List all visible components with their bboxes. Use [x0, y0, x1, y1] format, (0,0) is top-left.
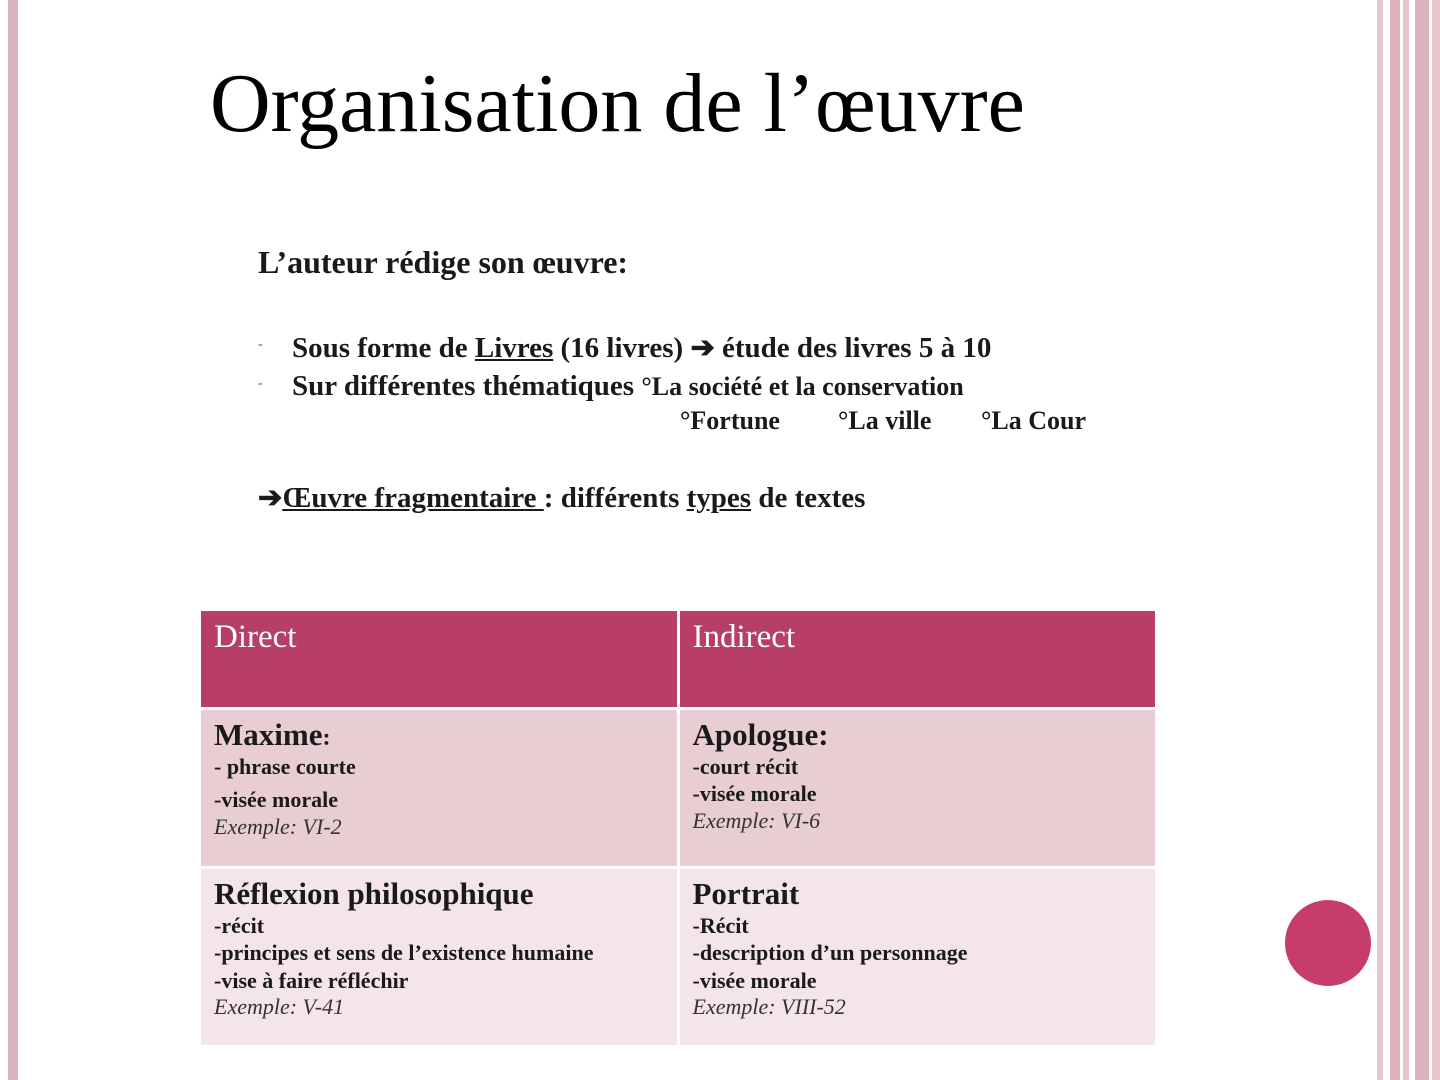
right-decorative-stripe	[1432, 0, 1440, 1080]
bullet-themes-prefix: Sur différentes thématiques	[292, 370, 642, 402]
cell-line: -visée morale	[692, 781, 817, 807]
theme-fortune: °Fortune	[680, 406, 780, 435]
cell-line: -visée morale	[692, 967, 817, 993]
bullet-books	[292, 330, 991, 365]
cell-title-text: Maxime	[214, 717, 323, 752]
table-header-row	[200, 610, 1157, 709]
cell-line: - phrase courte	[214, 753, 356, 779]
cell-title: Réflexion philosophique	[214, 876, 534, 911]
theme-society: °La société et la conservation	[641, 372, 964, 401]
right-decorative-stripe	[1377, 0, 1383, 1080]
right-decorative-stripe	[1415, 0, 1429, 1080]
bullet-dash: -	[258, 337, 263, 352]
cell-title: Portrait	[692, 876, 800, 911]
text-types-table	[198, 608, 1158, 1048]
cell-example: Exemple: VIII-52	[692, 994, 846, 1020]
cell-reflexion	[200, 868, 679, 1047]
slide-title: Organisation de l’œuvre	[210, 57, 1025, 150]
table-row	[200, 709, 1157, 868]
accent-circle	[1285, 900, 1371, 986]
table-row	[200, 868, 1157, 1047]
right-decorative-stripe	[1403, 0, 1409, 1080]
cell-maxime	[200, 709, 679, 868]
conclusion-middle: : différents	[543, 482, 687, 514]
header-direct: Direct	[200, 610, 679, 709]
cell-line: -récit	[214, 912, 265, 938]
bullet-books-prefix: Sous forme de	[292, 332, 475, 364]
intro-text: L’auteur rédige son œuvre:	[258, 244, 629, 280]
cell-line: -Récit	[692, 912, 749, 938]
arrow-right-icon: ➔	[258, 482, 283, 514]
bullet-books-after-arrow: étude des livres 5 à 10	[714, 332, 992, 364]
cell-portrait	[678, 868, 1157, 1047]
cell-title: Apologue:	[692, 717, 829, 752]
bullet-themes	[292, 370, 964, 403]
arrow-right-icon: ➔	[690, 332, 715, 364]
bullet-books-underlined: Livres	[474, 332, 554, 364]
cell-line: -description d’un personnage	[692, 940, 968, 966]
right-decorative-stripe	[1390, 0, 1400, 1080]
conclusion-end: de textes	[751, 482, 866, 514]
conclusion-types: types	[686, 482, 752, 514]
cell-title	[214, 718, 664, 753]
cell-example: Exemple: VI-2	[214, 813, 342, 839]
cell-line: -principes et sens de l’existence humaine	[214, 940, 594, 966]
cell-line: -visée morale	[214, 787, 338, 813]
bullet-books-suffix: (16 livres)	[553, 332, 691, 364]
header-indirect: Indirect	[678, 610, 1157, 709]
cell-line: -vise à faire réfléchir	[214, 967, 409, 993]
cell-example: Exemple: VI-6	[692, 807, 821, 833]
conclusion-line	[258, 480, 865, 515]
theme-city: °La ville	[838, 406, 932, 435]
cell-apologue	[678, 709, 1157, 868]
left-decorative-stripe	[8, 0, 18, 1080]
cell-title-suffix: :	[322, 725, 331, 751]
bullet-dash: -	[258, 376, 263, 391]
cell-example: Exemple: V-41	[214, 994, 345, 1020]
cell-line: -court récit	[692, 753, 799, 779]
theme-court: °La Cour	[981, 406, 1087, 435]
conclusion-underlined: Œuvre fragmentaire	[282, 482, 544, 514]
